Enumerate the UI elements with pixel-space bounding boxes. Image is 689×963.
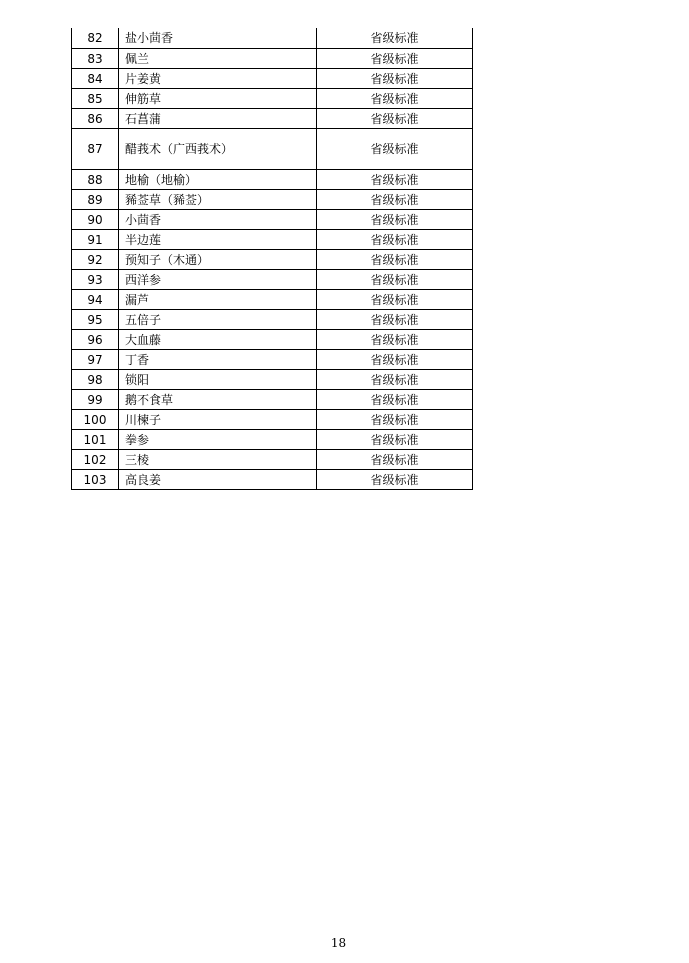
standard-level: 省级标准: [317, 230, 473, 250]
row-number: 84: [72, 69, 119, 89]
standard-level: 省级标准: [317, 330, 473, 350]
table-row: [72, 430, 473, 450]
standard-level: 省级标准: [317, 310, 473, 330]
table-row: [72, 69, 473, 89]
herb-name: 锁阳: [119, 370, 317, 390]
standard-level: 省级标准: [317, 290, 473, 310]
herb-name: 豨莶草（豨莶）: [119, 190, 317, 210]
table-row: [72, 270, 473, 290]
row-number: 87: [72, 129, 119, 170]
row-number: 95: [72, 310, 119, 330]
herb-name: 小茴香: [119, 210, 317, 230]
row-number: 88: [72, 170, 119, 190]
herb-name: 半边莲: [119, 230, 317, 250]
row-number: 93: [72, 270, 119, 290]
page-number: 18: [330, 936, 347, 950]
table-row: [72, 89, 473, 109]
herb-name: 预知子（木通）: [119, 250, 317, 270]
herb-name: 佩兰: [119, 49, 317, 69]
herb-name: 五倍子: [119, 310, 317, 330]
standard-level: 省级标准: [317, 410, 473, 430]
herb-name: 高良姜: [119, 470, 317, 490]
table-row: [72, 109, 473, 129]
table-row: [72, 28, 473, 49]
row-number: 101: [72, 430, 119, 450]
row-number: 102: [72, 450, 119, 470]
table-row: [72, 390, 473, 410]
row-number: 91: [72, 230, 119, 250]
row-number: 99: [72, 390, 119, 410]
herb-name: 拳参: [119, 430, 317, 450]
standard-level: 省级标准: [317, 430, 473, 450]
table-row: [72, 350, 473, 370]
row-number: 90: [72, 210, 119, 230]
herb-name: 三棱: [119, 450, 317, 470]
standard-level: 省级标准: [317, 210, 473, 230]
standard-level: 省级标准: [317, 190, 473, 210]
standard-level: 省级标准: [317, 370, 473, 390]
table-row: [72, 129, 473, 170]
herb-standards-table: [71, 28, 473, 490]
herb-name: 醋莪术（广西莪术）: [119, 129, 317, 170]
herb-name: 大血藤: [119, 330, 317, 350]
table-row: [72, 230, 473, 250]
herb-name: 盐小茴香: [119, 28, 317, 49]
herb-name: 地榆（地榆）: [119, 170, 317, 190]
standard-level: 省级标准: [317, 109, 473, 129]
table-row: [72, 410, 473, 430]
row-number: 98: [72, 370, 119, 390]
row-number: 96: [72, 330, 119, 350]
standard-level: 省级标准: [317, 470, 473, 490]
standard-level: 省级标准: [317, 170, 473, 190]
row-number: 100: [72, 410, 119, 430]
row-number: 82: [72, 28, 119, 49]
standard-level: 省级标准: [317, 270, 473, 290]
table-row: [72, 190, 473, 210]
row-number: 94: [72, 290, 119, 310]
table-row: [72, 330, 473, 350]
herb-name: 片姜黄: [119, 69, 317, 89]
table-row: [72, 210, 473, 230]
table-row: [72, 370, 473, 390]
standard-level: 省级标准: [317, 250, 473, 270]
standard-level: 省级标准: [317, 350, 473, 370]
table-row: [72, 470, 473, 490]
standard-level: 省级标准: [317, 28, 473, 49]
standard-level: 省级标准: [317, 390, 473, 410]
standard-level: 省级标准: [317, 450, 473, 470]
row-number: 86: [72, 109, 119, 129]
row-number: 103: [72, 470, 119, 490]
herb-name: 鹅不食草: [119, 390, 317, 410]
standard-level: 省级标准: [317, 69, 473, 89]
herb-name: 石菖蒲: [119, 109, 317, 129]
row-number: 85: [72, 89, 119, 109]
table-row: [72, 250, 473, 270]
herb-name: 川楝子: [119, 410, 317, 430]
herb-name: 伸筋草: [119, 89, 317, 109]
row-number: 89: [72, 190, 119, 210]
herb-name: 西洋参: [119, 270, 317, 290]
row-number: 97: [72, 350, 119, 370]
row-number: 83: [72, 49, 119, 69]
row-number: 92: [72, 250, 119, 270]
table-row: [72, 170, 473, 190]
standard-level: 省级标准: [317, 129, 473, 170]
herb-name: 丁香: [119, 350, 317, 370]
table-row: [72, 450, 473, 470]
herb-name: 漏芦: [119, 290, 317, 310]
table-row: [72, 290, 473, 310]
table-row: [72, 310, 473, 330]
table-row: [72, 49, 473, 69]
standard-level: 省级标准: [317, 49, 473, 69]
standard-level: 省级标准: [317, 89, 473, 109]
